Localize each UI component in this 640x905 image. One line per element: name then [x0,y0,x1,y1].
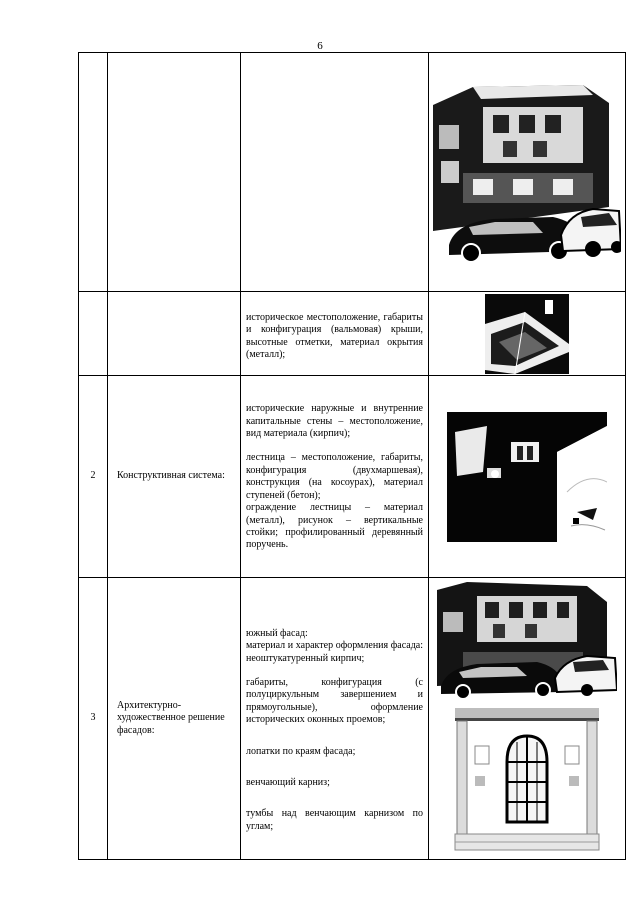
walls-description: исторические наружные и внутренние капитальные стены – местоположение, вид материала (кирпич); [246,403,423,440]
row-text-cell [241,376,429,578]
photo-cell [429,578,626,860]
building-corner-photo [433,85,621,267]
row-name-cell [108,53,241,292]
staircase-photo [447,412,607,542]
row-text-cell [241,292,429,376]
row-number-cell [79,292,108,376]
row-name-cell: Архитектурно-художественное решение фасадов: [108,578,241,860]
page-number: 6 [317,40,323,52]
cornice-description: венчающий карниз; [246,777,330,789]
row-name-cell [108,292,241,376]
table-row [79,376,626,578]
south-facade-label: южный фасад: [246,627,308,639]
photo-cell [429,292,626,376]
windows-description: габариты, конфигурация (с полуциркульным завершением и прямоугольные), оформление исторических оконных проемов; [246,676,423,726]
railing-description: ограждение лестницы – материал (металл), рисунок – вертикальные стойки; профилированный деревянный поручень. [246,502,423,551]
row-name-cell: Конструктивная система: [108,376,241,578]
photo-cell [429,376,626,578]
pilasters-description: лопатки по краям фасада; [246,745,356,757]
row-text-cell [241,53,429,292]
row-number-cell: 3 [79,578,108,860]
roof-description: историческое местоположение, габариты и конфигурация (вальмовая) крыши, высотные отметки, материал окрытия (металл); [246,311,423,360]
staircase-description: лестница – местоположение, габариты, конфигурация (двухмаршевая), конструкция (на косоурах), материал ступеней (бетон); [246,452,423,501]
row-number-cell [79,53,108,292]
table-row [79,53,626,292]
heritage-table [78,52,626,860]
facade-drawing [453,706,601,852]
row-text-cell [241,578,429,860]
row-number-cell: 2 [79,376,108,578]
table-row [79,578,626,860]
roof-photo [485,294,569,374]
south-facade-photo [437,582,617,702]
photo-cell [429,53,626,292]
facade-material-description: материал и характер оформления фасада: неоштукатуренный кирпич; [246,640,423,664]
pedestals-description: тумбы над венчающим карнизом по углам; [246,808,423,832]
table-row [79,292,626,376]
